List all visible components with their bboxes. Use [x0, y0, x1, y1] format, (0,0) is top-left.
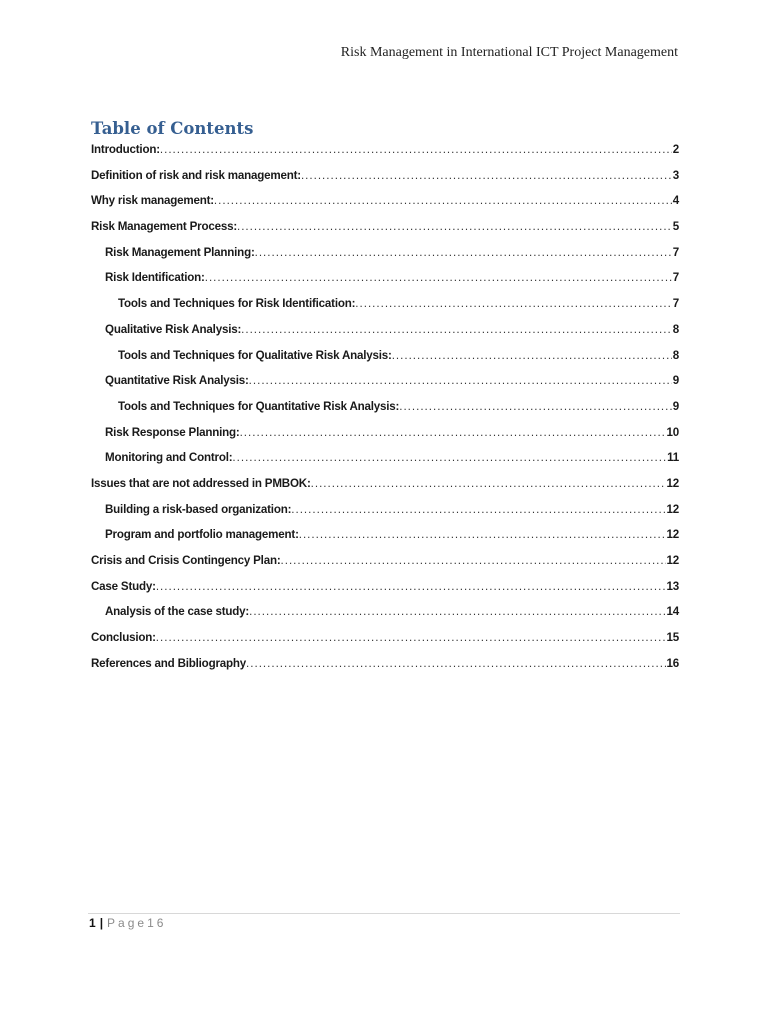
- toc-entry[interactable]: [91, 349, 679, 375]
- toc-entry-label: Building a risk-based organization:: [105, 502, 292, 516]
- dot-leader: [399, 400, 672, 413]
- dot-leader: [156, 631, 666, 644]
- dot-leader: [299, 528, 666, 541]
- toc-entry-page: 16: [666, 656, 679, 670]
- toc-entry[interactable]: [91, 374, 679, 400]
- dot-leader: [160, 143, 672, 156]
- toc-entry-label: References and Bibliography: [91, 656, 247, 670]
- toc-entry[interactable]: [91, 477, 679, 503]
- toc-entry-label: Program and portfolio management:: [105, 528, 299, 542]
- toc-entry-page: 7: [672, 271, 679, 285]
- dot-leader: [249, 374, 672, 387]
- toc-entry[interactable]: [91, 220, 679, 246]
- toc-entry-label: Risk Management Process:: [91, 220, 237, 234]
- toc-title: Table of Contents: [91, 119, 254, 138]
- dot-leader: [291, 503, 665, 516]
- dot-leader: [205, 271, 672, 284]
- toc-entry-page: 2: [672, 143, 679, 156]
- toc-entry[interactable]: [91, 271, 679, 297]
- table-of-contents: [91, 143, 679, 682]
- toc-entry[interactable]: [91, 297, 679, 323]
- toc-entry[interactable]: [91, 631, 679, 657]
- toc-entry-label: Risk Management Planning:: [105, 245, 255, 259]
- toc-entry[interactable]: [91, 605, 679, 631]
- toc-entry-label: Issues that are not addressed in PMBOK:: [91, 476, 311, 490]
- page-footer: [89, 916, 166, 930]
- toc-entry-page: 7: [672, 297, 679, 311]
- toc-entry-label: Conclusion:: [91, 631, 156, 645]
- toc-entry-page: 12: [666, 476, 679, 490]
- dot-leader: [246, 657, 665, 670]
- toc-entry-page: 11: [667, 451, 679, 465]
- toc-entry-label: Tools and Techniques for Quantitative Risk Analysis:: [118, 399, 400, 413]
- dot-leader: [241, 323, 672, 336]
- toc-entry-label: Quantitative Risk Analysis:: [105, 374, 249, 388]
- dot-leader: [249, 605, 665, 618]
- toc-entry-page: 14: [666, 605, 679, 619]
- toc-entry-page: 3: [672, 168, 679, 182]
- toc-entry-page: 9: [672, 374, 679, 388]
- dot-leader: [301, 169, 672, 182]
- page-number: 1: [89, 916, 96, 930]
- toc-entry[interactable]: [91, 143, 679, 169]
- toc-entry[interactable]: [91, 503, 679, 529]
- toc-entry-label: Qualitative Risk Analysis:: [105, 322, 242, 336]
- dot-leader: [392, 349, 672, 362]
- toc-entry[interactable]: [91, 426, 679, 452]
- toc-entry-page: 12: [666, 502, 679, 516]
- toc-entry[interactable]: [91, 323, 679, 349]
- toc-entry[interactable]: [91, 194, 679, 220]
- toc-entry-label: Definition of risk and risk management:: [91, 168, 301, 182]
- footer-separator: |: [99, 916, 104, 930]
- toc-entry-label: Case Study:: [91, 579, 156, 593]
- dot-leader: [232, 451, 666, 464]
- toc-entry-page: 4: [672, 194, 679, 208]
- toc-entry-label: Monitoring and Control:: [105, 451, 233, 465]
- toc-entry-label: Analysis of the case study:: [105, 605, 250, 619]
- toc-entry-label: Tools and Techniques for Risk Identification:: [118, 297, 356, 311]
- toc-entry[interactable]: [91, 400, 679, 426]
- toc-entry-label: Crisis and Crisis Contingency Plan:: [91, 554, 281, 567]
- toc-entry-label: Why risk management:: [91, 194, 214, 208]
- toc-entry-label: Tools and Techniques for Qualitative Risk Analysis:: [118, 348, 392, 362]
- toc-entry-page: 8: [672, 348, 679, 362]
- dot-leader: [311, 477, 666, 490]
- dot-leader: [214, 194, 672, 207]
- toc-entry-label: Risk Response Planning:: [105, 425, 240, 439]
- toc-entry-page: 7: [672, 245, 679, 259]
- toc-entry[interactable]: [91, 580, 679, 606]
- toc-entry-label: Risk Identification:: [105, 271, 205, 285]
- toc-entry[interactable]: [91, 528, 679, 554]
- dot-leader: [281, 554, 666, 567]
- toc-entry[interactable]: [91, 169, 679, 195]
- dot-leader: [156, 580, 666, 593]
- footer-divider: [88, 913, 680, 914]
- toc-entry-page: 5: [672, 220, 679, 234]
- toc-entry-page: 9: [672, 399, 679, 413]
- toc-entry[interactable]: [91, 246, 679, 272]
- dot-leader: [355, 297, 671, 310]
- toc-entry[interactable]: [91, 451, 679, 477]
- running-header: Risk Management in International ICT Project Management: [340, 45, 678, 60]
- dot-leader: [240, 426, 666, 439]
- toc-entry-page: 12: [666, 554, 679, 567]
- toc-entry-page: 10: [666, 425, 679, 439]
- toc-entry-page: 15: [666, 631, 679, 645]
- toc-entry-page: 12: [666, 528, 679, 542]
- dot-leader: [237, 220, 672, 233]
- toc-entry-label: Introduction:: [91, 143, 160, 156]
- page-label: Page16: [107, 916, 167, 930]
- toc-entry[interactable]: [91, 657, 679, 683]
- dot-leader: [255, 246, 672, 259]
- toc-entry-page: 13: [666, 579, 679, 593]
- toc-entry-page: 8: [672, 322, 679, 336]
- toc-entry[interactable]: [91, 554, 679, 580]
